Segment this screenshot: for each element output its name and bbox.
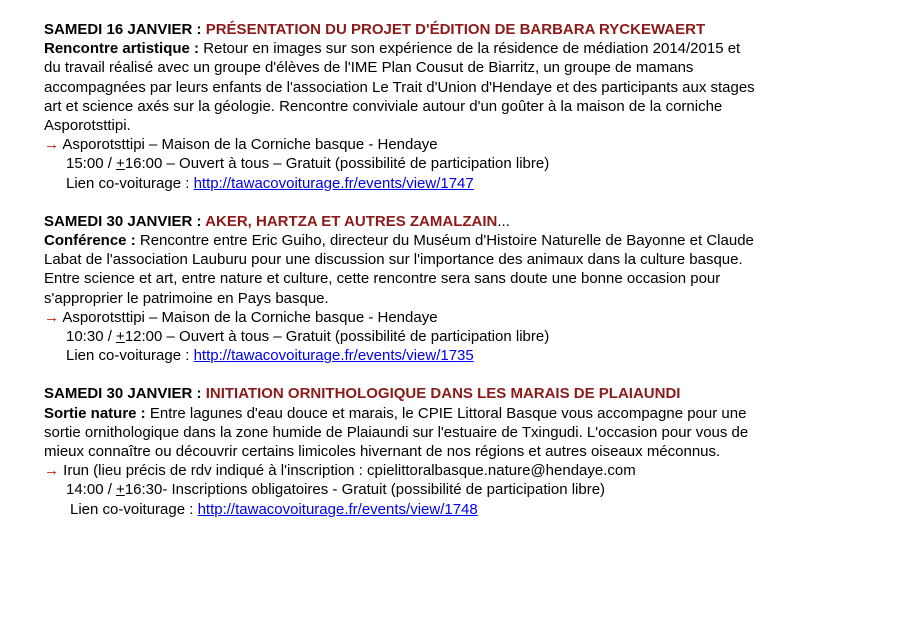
- event-heading: [44, 20, 864, 39]
- carpool-link[interactable]: http://tawacovoiturage.fr/events/view/1748: [197, 500, 478, 518]
- description-line: Asporotsttipi.: [44, 117, 131, 135]
- carpool-row: [44, 346, 864, 365]
- description-line: accompagnées par leurs enfants de l'association Le Trait d'Union d'Hendaye et des participants aux stages: [44, 78, 755, 96]
- event-kind: Conférence :: [44, 232, 136, 250]
- carpool-label: Lien co-voiturage :: [70, 500, 198, 518]
- event-block: [44, 384, 864, 518]
- heading-separator: :: [192, 21, 206, 38]
- description-line: Retour en images sur son expérience de la résidence de médiation 2014/2015 et: [203, 40, 741, 58]
- event-title-tail: ...: [497, 212, 510, 230]
- event-kind: Sortie nature :: [44, 404, 146, 422]
- event-block: [44, 20, 864, 193]
- description-line: Entre lagunes d'eau douce et marais, le CPIE Littoral Basque vous accompagne pour une: [149, 404, 747, 422]
- time-details: 16:30- Inscriptions obligatoires - Gratuit (possibilité de participation libre): [124, 481, 606, 499]
- time-start: 14:00 /: [66, 481, 117, 499]
- event-description: [44, 404, 864, 462]
- event-schedule: [44, 154, 864, 173]
- event-description: [44, 231, 864, 308]
- event-block: [44, 212, 864, 366]
- carpool-label: Lien co-voiturage :: [66, 174, 194, 192]
- location-text: Irun (lieu précis de rdv indiqué à l'inscription : cpielittoralbasque.nature@hendaye.com: [59, 462, 636, 480]
- time-start: 10:30 /: [66, 328, 117, 346]
- arrow-right-icon: →: [44, 462, 59, 480]
- event-location: [44, 135, 864, 154]
- event-description: [44, 39, 864, 135]
- event-schedule: [44, 327, 864, 346]
- description-line: art et science axés sur la géologie. Rencontre conviviale autour d'un goûter à la maison de la corniche: [44, 97, 723, 115]
- location-text: Asporotsttipi – Maison de la Corniche basque - Hendaye: [59, 136, 438, 154]
- event-schedule: [44, 480, 864, 499]
- heading-separator: :: [192, 212, 206, 230]
- time-details: 12:00 – Ouvert à tous – Gratuit (possibilité de participation libre): [124, 328, 550, 346]
- event-kind: Rencontre artistique :: [44, 40, 200, 58]
- description-line: Labat de l'association Lauburu pour une discussion sur l'importance des animaux dans la culture basque.: [44, 251, 743, 269]
- event-title: AKER, HARTZA ET AUTRES ZAMALZAIN: [205, 212, 498, 230]
- location-text: Asporotsttipi – Maison de la Corniche basque - Hendaye: [59, 308, 438, 326]
- time-start: 15:00 /: [66, 155, 117, 173]
- event-title: INITIATION ORNITHOLOGIQUE DANS LES MARAIS DE PLAIAUNDI: [205, 385, 681, 403]
- plus-sign: +: [116, 328, 125, 346]
- time-details: 16:00 – Ouvert à tous – Gratuit (possibilité de participation libre): [124, 155, 550, 173]
- description-line: sortie ornithologique dans la zone humide de Plaiaundi sur l'estuaire de Txingudi. L'occasion pour vous de: [44, 423, 749, 441]
- event-location: [44, 308, 864, 327]
- carpool-link[interactable]: http://tawacovoiturage.fr/events/view/1735: [193, 347, 474, 365]
- description-line: du travail réalisé avec un groupe d'élèves de l'IME Plan Cousut de Biarritz, un groupe de mamans: [44, 59, 694, 77]
- event-listing: [44, 20, 864, 519]
- event-date: SAMEDI 16 JANVIER: [44, 21, 193, 38]
- event-heading: [44, 384, 864, 403]
- event-heading: [44, 212, 864, 231]
- event-location: [44, 461, 864, 480]
- description-line: mieux connaître ou découvrir certains limicoles hivernant de nos régions et autres oiseaux méconnus.: [44, 443, 721, 461]
- plus-sign: +: [116, 155, 125, 173]
- carpool-label: Lien co-voiturage :: [66, 347, 194, 365]
- plus-sign: +: [116, 481, 125, 499]
- arrow-right-icon: →: [44, 308, 59, 326]
- carpool-row: [44, 174, 864, 193]
- description-line: Entre science et art, entre nature et culture, cette rencontre sera sans doute une bonne occasion pour: [44, 270, 721, 288]
- event-date: SAMEDI 30 JANVIER: [44, 212, 193, 230]
- event-title: PRÉSENTATION DU PROJET D'ÉDITION DE BARBARA RYCKEWAERT: [205, 21, 706, 38]
- carpool-row: [44, 500, 864, 519]
- description-line: s'approprier le patrimoine en Pays basque.: [44, 289, 329, 307]
- arrow-right-icon: →: [44, 136, 59, 154]
- event-date: SAMEDI 30 JANVIER: [44, 385, 193, 403]
- heading-separator: :: [192, 385, 206, 403]
- carpool-link[interactable]: http://tawacovoiturage.fr/events/view/1747: [193, 174, 474, 192]
- description-line: Rencontre entre Eric Guiho, directeur du Muséum d'Histoire Naturelle de Bayonne et Claude: [139, 232, 754, 250]
